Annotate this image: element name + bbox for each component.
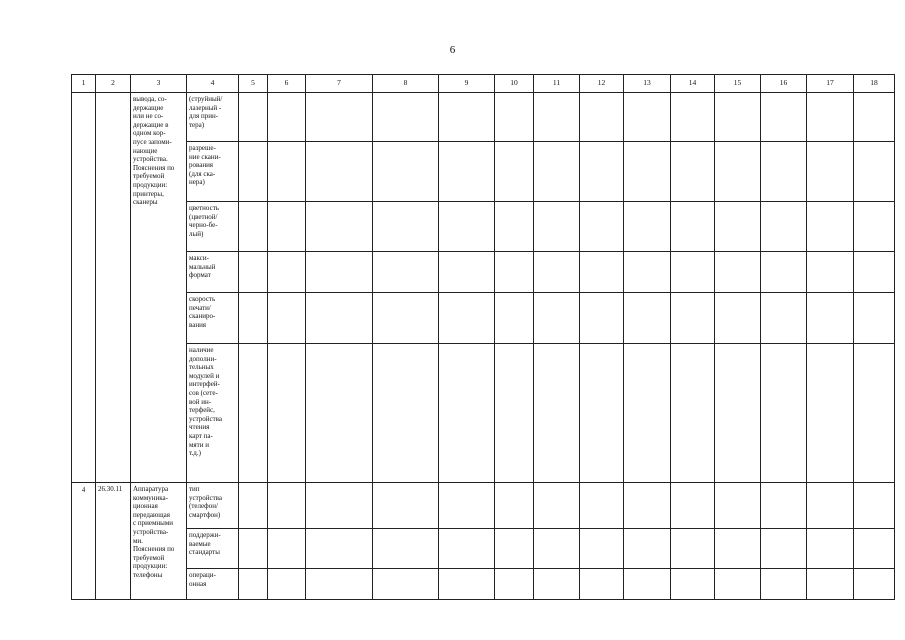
empty-cell xyxy=(624,293,671,344)
column-header-6: 6 xyxy=(268,75,306,93)
empty-cell xyxy=(268,529,306,569)
empty-cell xyxy=(715,202,761,252)
empty-cell xyxy=(534,483,580,529)
empty-cell xyxy=(306,529,373,569)
page-number: 6 xyxy=(449,44,456,56)
characteristic-cell xyxy=(187,202,239,252)
column-header-18: 18 xyxy=(854,75,895,93)
empty-cell xyxy=(624,142,671,202)
empty-cell xyxy=(624,344,671,483)
empty-cell xyxy=(807,142,854,202)
empty-cell xyxy=(268,142,306,202)
product-name-cell xyxy=(131,93,187,483)
empty-cell xyxy=(534,569,580,600)
empty-cell xyxy=(580,344,624,483)
column-header-13: 13 xyxy=(624,75,671,93)
empty-cell xyxy=(854,202,895,252)
empty-cell xyxy=(715,93,761,142)
characteristic-text: наличие дополни- тельных модулей и интерфей- сов (сете- вой ин- терфейс, устройства чтения карт па- мяти и т.д.) xyxy=(189,346,222,458)
empty-cell xyxy=(761,293,807,344)
empty-cell xyxy=(495,202,534,252)
column-header-8: 8 xyxy=(373,75,439,93)
characteristic-text: скорость печати/ сканиро- вания xyxy=(189,295,216,329)
empty-cell xyxy=(268,202,306,252)
empty-cell xyxy=(495,142,534,202)
empty-cell xyxy=(373,344,439,483)
empty-cell xyxy=(854,529,895,569)
empty-cell xyxy=(439,202,495,252)
empty-cell xyxy=(671,252,715,293)
empty-cell xyxy=(495,344,534,483)
empty-cell xyxy=(761,202,807,252)
empty-cell xyxy=(761,569,807,600)
empty-cell xyxy=(671,93,715,142)
empty-cell xyxy=(624,93,671,142)
empty-cell xyxy=(373,483,439,529)
column-header-14: 14 xyxy=(671,75,715,93)
empty-cell xyxy=(761,483,807,529)
empty-cell xyxy=(854,344,895,483)
empty-cell xyxy=(239,252,268,293)
empty-cell xyxy=(306,569,373,600)
empty-cell xyxy=(268,293,306,344)
empty-cell xyxy=(306,142,373,202)
empty-cell xyxy=(715,142,761,202)
empty-cell xyxy=(239,93,268,142)
characteristic-text: поддержи- ваемые стандарты xyxy=(189,531,221,557)
empty-cell xyxy=(671,569,715,600)
empty-cell xyxy=(534,252,580,293)
empty-cell xyxy=(715,252,761,293)
table-row xyxy=(72,293,895,344)
column-header-1: 1 xyxy=(72,75,96,93)
empty-cell xyxy=(495,293,534,344)
empty-cell xyxy=(239,483,268,529)
empty-cell xyxy=(671,529,715,569)
empty-cell xyxy=(306,293,373,344)
empty-cell xyxy=(715,344,761,483)
okpd-code-cell xyxy=(96,93,131,483)
header-row xyxy=(72,75,895,93)
empty-cell xyxy=(495,93,534,142)
empty-cell xyxy=(373,142,439,202)
empty-cell xyxy=(534,529,580,569)
column-header-10: 10 xyxy=(495,75,534,93)
empty-cell xyxy=(534,142,580,202)
column-header-16: 16 xyxy=(761,75,807,93)
okpd-code-cell xyxy=(96,483,131,600)
empty-cell xyxy=(534,202,580,252)
column-header-4: 4 xyxy=(187,75,239,93)
empty-cell xyxy=(306,93,373,142)
characteristic-cell xyxy=(187,344,239,483)
empty-cell xyxy=(580,529,624,569)
empty-cell xyxy=(439,93,495,142)
empty-cell xyxy=(761,93,807,142)
product-name-text: вывода, со- держащие или не со- держащие в одном кор- пусе запоми- нающие устройства. Пояснения по требуемой продукции: принтеры, сканеры xyxy=(133,95,175,207)
empty-cell xyxy=(624,529,671,569)
row-number-text xyxy=(72,93,95,96)
empty-cell xyxy=(373,569,439,600)
empty-cell xyxy=(373,93,439,142)
product-name-cell xyxy=(131,483,187,600)
table-row xyxy=(72,142,895,202)
table-row xyxy=(72,93,895,142)
row-number-cell xyxy=(72,483,96,600)
empty-cell xyxy=(306,252,373,293)
characteristic-text: (струйный/ лазерный - для прин- тера) xyxy=(189,95,223,129)
empty-cell xyxy=(439,483,495,529)
table-row xyxy=(72,252,895,293)
empty-cell xyxy=(807,529,854,569)
empty-cell xyxy=(807,93,854,142)
empty-cell xyxy=(854,293,895,344)
empty-cell xyxy=(807,252,854,293)
empty-cell xyxy=(239,569,268,600)
column-header-5: 5 xyxy=(239,75,268,93)
empty-cell xyxy=(439,252,495,293)
empty-cell xyxy=(306,344,373,483)
empty-cell xyxy=(807,293,854,344)
empty-cell xyxy=(439,293,495,344)
empty-cell xyxy=(807,483,854,529)
empty-cell xyxy=(624,483,671,529)
column-header-17: 17 xyxy=(807,75,854,93)
empty-cell xyxy=(373,529,439,569)
empty-cell xyxy=(534,293,580,344)
empty-cell xyxy=(854,142,895,202)
table-row xyxy=(72,483,895,529)
row-number-text: 4 xyxy=(81,486,86,494)
empty-cell xyxy=(761,344,807,483)
characteristic-text: разреше- ние скани- рования (для ска- нера) xyxy=(189,144,221,187)
characteristic-cell xyxy=(187,252,239,293)
empty-cell xyxy=(373,202,439,252)
column-header-2: 2 xyxy=(96,75,131,93)
empty-cell xyxy=(580,93,624,142)
empty-cell xyxy=(671,344,715,483)
empty-cell xyxy=(671,142,715,202)
column-header-12: 12 xyxy=(580,75,624,93)
empty-cell xyxy=(534,344,580,483)
empty-cell xyxy=(854,483,895,529)
empty-cell xyxy=(715,569,761,600)
empty-cell xyxy=(761,252,807,293)
empty-cell xyxy=(624,202,671,252)
characteristic-text: цветность (цветной/ черно-бе- лый) xyxy=(189,204,219,238)
column-header-9: 9 xyxy=(439,75,495,93)
empty-cell xyxy=(495,483,534,529)
empty-cell xyxy=(580,252,624,293)
empty-cell xyxy=(439,569,495,600)
characteristic-text: макси- мальный формат xyxy=(189,254,216,280)
empty-cell xyxy=(495,252,534,293)
empty-cell xyxy=(854,252,895,293)
empty-cell xyxy=(671,202,715,252)
empty-cell xyxy=(715,483,761,529)
characteristic-cell xyxy=(187,293,239,344)
characteristic-text: операци- онная xyxy=(189,571,216,588)
empty-cell xyxy=(671,483,715,529)
column-header-3: 3 xyxy=(131,75,187,93)
empty-cell xyxy=(807,202,854,252)
table-row xyxy=(72,569,895,600)
row-number-cell xyxy=(72,93,96,483)
empty-cell xyxy=(534,93,580,142)
okpd-code-text xyxy=(96,93,130,95)
empty-cell xyxy=(439,344,495,483)
empty-cell xyxy=(306,483,373,529)
empty-cell xyxy=(495,529,534,569)
column-header-7: 7 xyxy=(306,75,373,93)
empty-cell xyxy=(807,344,854,483)
characteristic-cell xyxy=(187,569,239,600)
characteristic-cell xyxy=(187,529,239,569)
characteristic-text: тип устройства (телефон/ смартфон) xyxy=(189,485,222,519)
table-row xyxy=(72,344,895,483)
column-header-11: 11 xyxy=(534,75,580,93)
empty-cell xyxy=(580,569,624,600)
empty-cell xyxy=(239,344,268,483)
requirements-table xyxy=(71,74,895,600)
empty-cell xyxy=(624,252,671,293)
empty-cell xyxy=(580,202,624,252)
characteristic-cell xyxy=(187,483,239,529)
empty-cell xyxy=(268,483,306,529)
characteristic-cell xyxy=(187,93,239,142)
empty-cell xyxy=(439,529,495,569)
empty-cell xyxy=(306,202,373,252)
empty-cell xyxy=(439,142,495,202)
empty-cell xyxy=(761,529,807,569)
empty-cell xyxy=(373,252,439,293)
empty-cell xyxy=(854,569,895,600)
empty-cell xyxy=(580,293,624,344)
empty-cell xyxy=(624,569,671,600)
empty-cell xyxy=(580,142,624,202)
empty-cell xyxy=(268,569,306,600)
empty-cell xyxy=(239,142,268,202)
empty-cell xyxy=(268,93,306,142)
empty-cell xyxy=(239,529,268,569)
empty-cell xyxy=(761,142,807,202)
table-row xyxy=(72,529,895,569)
empty-cell xyxy=(495,569,534,600)
product-name-text: Аппаратура коммуника- ционная передающая с приемными устройства- ми. Пояснения по требуемой продукции: телефоны xyxy=(133,485,175,579)
empty-cell xyxy=(268,252,306,293)
okpd-code-text: 26.30.11 xyxy=(98,485,123,493)
empty-cell xyxy=(268,344,306,483)
empty-cell xyxy=(239,293,268,344)
empty-cell xyxy=(239,202,268,252)
table-row xyxy=(72,202,895,252)
column-header-15: 15 xyxy=(715,75,761,93)
empty-cell xyxy=(671,293,715,344)
empty-cell xyxy=(373,293,439,344)
empty-cell xyxy=(807,569,854,600)
characteristic-cell xyxy=(187,142,239,202)
empty-cell xyxy=(715,529,761,569)
empty-cell xyxy=(854,93,895,142)
empty-cell xyxy=(715,293,761,344)
empty-cell xyxy=(580,483,624,529)
